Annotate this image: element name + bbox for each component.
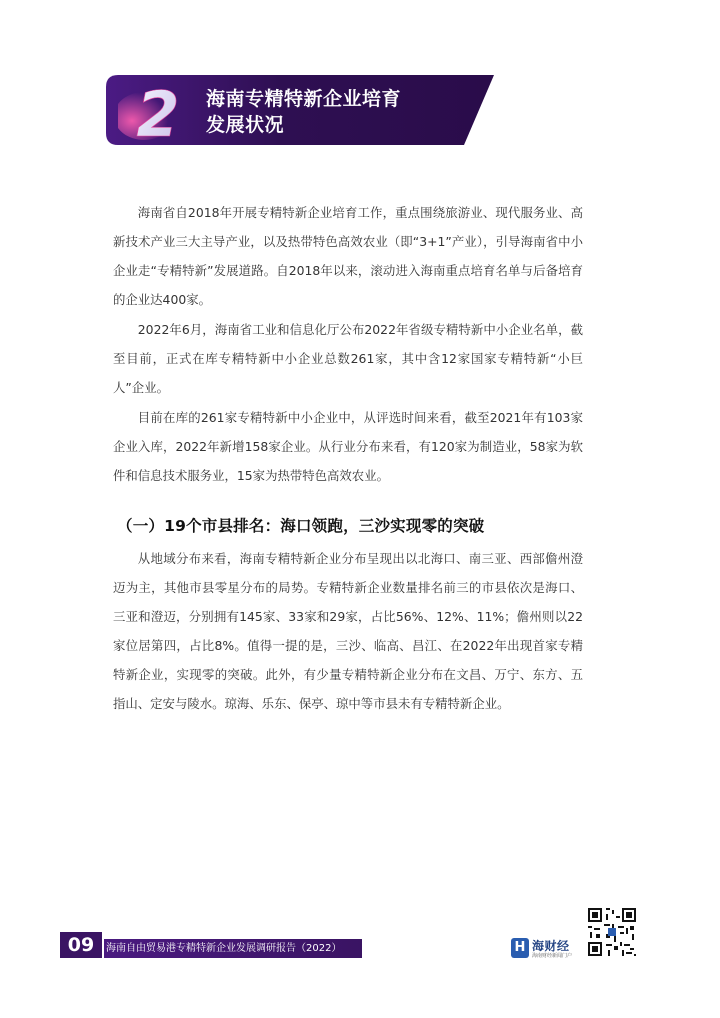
paragraph: 目前在库的261家专精特新中小企业中，从评选时间来看，截至2021年有103家企业入库，2022年新增158家企业。从行业分布来看，有120家为制造业，58家为软件和信息技术服务业，15家为热带特色高效农业。 xyxy=(113,410,583,483)
section-body-text xyxy=(113,544,583,719)
chapter-number-graphic xyxy=(118,78,196,144)
chapter-title-line2: 发展状况 xyxy=(206,114,285,136)
qr-code-icon xyxy=(586,906,638,958)
section-heading: （一）19个市县排名：海口领跑，三沙实现零的突破 xyxy=(117,517,485,535)
paragraph: 2022年6月，海南省工业和信息化厅公布2022年省级专精特新中小企业名单，截至目前，正式在库专精特新中小企业总数261家，其中含12家国家专精特新“小巨人”企业。 xyxy=(113,322,583,395)
paragraph: 海南省自2018年开展专精特新企业培育工作，重点围绕旅游业、现代服务业、高新技术产业三大主导产业，以及热带特色高效农业（即“3+1”产业），引导海南省中小企业走“专精特新”发展道路。自2018年以来，滚动进入海南重点培育名单与后备培育的企业达400家。 xyxy=(113,205,583,307)
page-number: 09 xyxy=(60,932,102,958)
body-text xyxy=(113,198,583,491)
logo-name: 海财经 xyxy=(532,939,570,953)
paragraph: 从地域分布来看，海南专精特新企业分布呈现出以北海口、南三亚、西部儋州澄迈为主，其他市县零星分布的局势。专精特新企业数量排名前三的市县依次是海口、三亚和澄迈，分别拥有145家、33家和29家，占比56%、12%、11%；儋州则以22家位居第四，占比8%。值得一提的是，三沙、临高、昌江、在2022年出现首家专精特新企业，实现零的突破。此外，有少量专精特新企业分布在文昌、万宁、东方、五指山、定安与陵水。琼海、乐东、保亭、琼中等市县未有专精特新企业。 xyxy=(113,551,583,711)
footer-report-title: 海南自由贸易港专精特新企业发展调研报告（2022） xyxy=(104,939,362,958)
chapter-title xyxy=(206,86,401,138)
logo-mark-icon: H xyxy=(511,938,529,958)
logo-subtitle: 海南财经新闻门户 xyxy=(532,953,573,959)
chapter-title-line1: 海南专精特新企业培育 xyxy=(206,88,402,110)
publisher-logo xyxy=(511,938,581,962)
chapter-number: 2 xyxy=(136,78,180,144)
